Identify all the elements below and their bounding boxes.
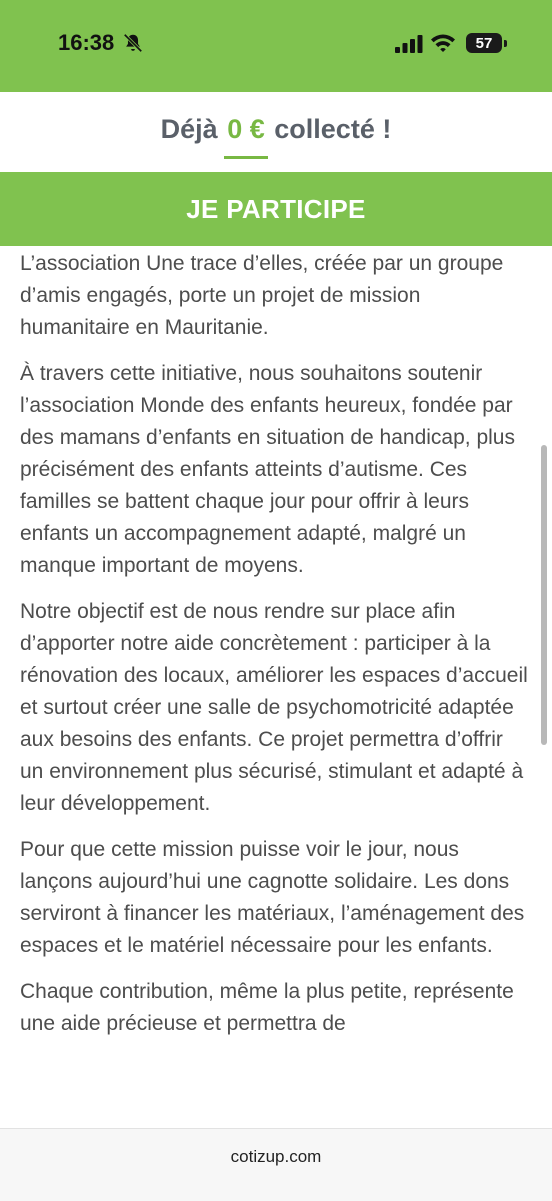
status-bar [0, 0, 552, 92]
wifi-icon [430, 32, 456, 54]
collected-prefix: Déjà [160, 114, 218, 144]
collected-amount: 0 € [227, 114, 265, 144]
participate-button[interactable]: JE PARTICIPE [0, 172, 552, 246]
paragraph: À travers cette initiative, nous souhaitons soutenir l’association Monde des enfants heureux, fondée par des mamans d’enfants en situation de handicap, plus précisément des enfants atteints d’autisme. Ces familles se battent chaque jour pour offrir à leurs enfants un accompagnement adapté, malgré un manque important de moyens. [20, 362, 515, 577]
description [20, 248, 532, 1054]
status-time: 16:38 [58, 30, 115, 55]
signal-icon [395, 35, 423, 53]
paragraph: Notre objectif est de nous rendre sur place afin d’apporter notre aide concrètement : participer à la rénovation des locaux, améliorer les espaces d’accueil et surtout créer une salle de psychomotricité adaptée aux besoins des enfants. Ce projet permettra d’offrir un environnement plus sécurisé, stimulant et adapté à leur développement. [20, 600, 528, 815]
paragraph: Chaque contribution, même la plus petite, représente une aide précieuse et permettra de [20, 980, 514, 1035]
scrollbar[interactable] [541, 445, 547, 745]
scalloped-edge [0, 84, 552, 98]
url-text[interactable]: cotizup.com [230, 1147, 322, 1166]
bell-slash-icon [122, 32, 144, 54]
collected-banner [0, 98, 552, 172]
paragraph: L’association Une trace d’elles, créée par un groupe d’amis engagés, porte un projet de mission humanitaire en Mauritanie. [20, 252, 504, 339]
browser-address-bar[interactable] [0, 1128, 552, 1201]
battery-level: 57 [475, 34, 493, 52]
collected-suffix: collecté ! [274, 114, 392, 144]
battery-icon [466, 33, 502, 53]
paragraph: Pour que cette mission puisse voir le jour, nous lançons aujourd’hui une cagnotte solidaire. Les dons serviront à financer les matériaux, l’aménagement des espaces et le matériel nécessaire pour les enfants. [20, 838, 525, 957]
